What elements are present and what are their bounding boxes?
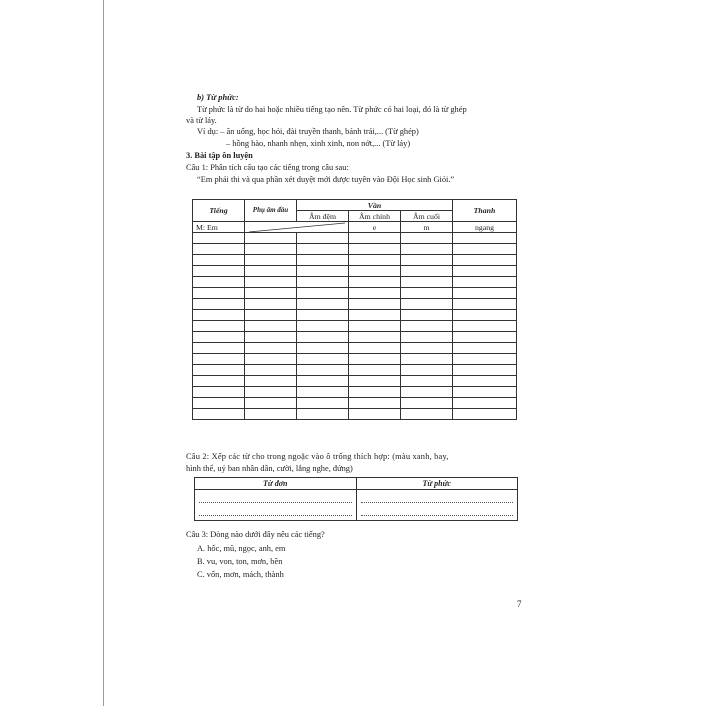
table-cell[interactable]: [245, 387, 297, 398]
table-cell[interactable]: [193, 387, 245, 398]
table-cell[interactable]: [245, 299, 297, 310]
table-cell[interactable]: [193, 332, 245, 343]
table-cell[interactable]: [193, 233, 245, 244]
table-row: [193, 266, 517, 277]
table-cell[interactable]: [401, 288, 453, 299]
table-cell[interactable]: [453, 244, 517, 255]
table-cell[interactable]: [193, 376, 245, 387]
table-cell[interactable]: [453, 343, 517, 354]
q3-option-b: B. vu, von, ton, mơn, bền: [197, 557, 283, 566]
table-cell[interactable]: [297, 376, 349, 387]
table-cell[interactable]: [193, 354, 245, 365]
example-diagonal-cell: [245, 222, 349, 233]
table-cell[interactable]: [453, 409, 517, 420]
section-b-heading: b) Từ phức:: [197, 93, 239, 102]
header-am-cuoi: Âm cuối: [401, 211, 453, 222]
blank-rows: [193, 233, 517, 420]
table-cell[interactable]: [401, 277, 453, 288]
table-row: [193, 277, 517, 288]
table-cell[interactable]: [297, 255, 349, 266]
table-cell[interactable]: [401, 387, 453, 398]
table-cell[interactable]: [297, 354, 349, 365]
table-cell[interactable]: [245, 321, 297, 332]
table-cell[interactable]: [193, 277, 245, 288]
table-cell[interactable]: [193, 244, 245, 255]
q2-prompt-line2: hình thể, uỷ ban nhân dân, cười, lắng nghe, đứng): [186, 464, 353, 473]
header-tu-don: Từ đơn: [195, 478, 357, 490]
section-b-line2: và từ láy.: [186, 116, 217, 125]
table-cell[interactable]: [245, 244, 297, 255]
table-row: [193, 398, 517, 409]
header-am-chinh: Âm chính: [349, 211, 401, 222]
table-cell[interactable]: [245, 310, 297, 321]
q3-prompt: Câu 3: Dòng nào dưới đây nêu các tiếng?: [186, 530, 325, 539]
tu-don-answer-area[interactable]: [195, 490, 357, 521]
header-van: Vần: [297, 200, 453, 211]
table-cell[interactable]: [453, 321, 517, 332]
table-cell[interactable]: [453, 277, 517, 288]
example-tieng: M: Em: [193, 222, 245, 233]
table-cell[interactable]: [193, 310, 245, 321]
table-cell[interactable]: [193, 343, 245, 354]
table-cell[interactable]: [245, 233, 297, 244]
table-cell[interactable]: [453, 299, 517, 310]
table-cell[interactable]: [297, 365, 349, 376]
table-cell[interactable]: [453, 387, 517, 398]
table-cell[interactable]: [349, 343, 401, 354]
table-cell[interactable]: [297, 409, 349, 420]
table-row: [193, 387, 517, 398]
header-thanh: Thanh: [453, 200, 517, 222]
table-cell[interactable]: [453, 376, 517, 387]
page-number: 7: [517, 599, 522, 609]
table-cell[interactable]: [349, 354, 401, 365]
table-cell[interactable]: [349, 233, 401, 244]
table-row: [193, 376, 517, 387]
table-cell[interactable]: [245, 376, 297, 387]
table-cell[interactable]: [401, 365, 453, 376]
example-reduplicative: – hồng hào, nhanh nhẹn, xinh xinh, non nớt,... (Từ láy): [226, 139, 411, 148]
table-cell[interactable]: [401, 266, 453, 277]
table-cell[interactable]: [349, 299, 401, 310]
word-sort-table: [194, 477, 518, 521]
table-cell[interactable]: [245, 255, 297, 266]
table-cell[interactable]: [245, 409, 297, 420]
table-row: [193, 321, 517, 332]
table-cell[interactable]: [297, 387, 349, 398]
table-row: [193, 233, 517, 244]
table-cell[interactable]: [401, 398, 453, 409]
header-am-dem: Âm đệm: [297, 211, 349, 222]
example-thanh: ngang: [453, 222, 517, 233]
table-cell[interactable]: [193, 288, 245, 299]
table-cell[interactable]: [401, 299, 453, 310]
table-cell[interactable]: [245, 277, 297, 288]
table-cell[interactable]: [193, 299, 245, 310]
table-cell[interactable]: [401, 233, 453, 244]
section-b-line1: Từ phức là từ do hai hoặc nhiều tiếng tạo nên. Từ phức có hai loại, đó là từ ghép: [197, 105, 467, 114]
table-cell[interactable]: [401, 321, 453, 332]
exercise-heading: 3. Bài tập ôn luyện: [186, 151, 253, 160]
table-row: [193, 354, 517, 365]
table-cell[interactable]: [297, 343, 349, 354]
table-cell[interactable]: [349, 409, 401, 420]
table-cell[interactable]: [193, 321, 245, 332]
table-cell[interactable]: [401, 255, 453, 266]
table-cell[interactable]: [245, 398, 297, 409]
table-row: [193, 332, 517, 343]
table-cell[interactable]: [349, 244, 401, 255]
table-cell[interactable]: [453, 233, 517, 244]
table-cell[interactable]: [453, 255, 517, 266]
q1-sentence: “Em phải thi và qua phần xét duyệt mới được tuyên vào Đội Học sinh Giỏi.”: [197, 175, 455, 184]
header-tieng: Tiếng: [193, 200, 245, 222]
book-spine-line: [103, 0, 104, 706]
table-cell[interactable]: [245, 365, 297, 376]
syllable-analysis-table: [192, 199, 517, 420]
q3-option-c: C. vốn, mơn, mách, thành: [197, 570, 284, 579]
table-row: [193, 310, 517, 321]
table-cell[interactable]: [349, 321, 401, 332]
table-cell[interactable]: [401, 376, 453, 387]
diagonal-slash: [245, 222, 349, 233]
table-cell[interactable]: [453, 354, 517, 365]
table-cell[interactable]: [193, 255, 245, 266]
example-compound: Ví dụ: – ăn uống, học hỏi, đài truyền thanh, bánh trái,... (Từ ghép): [197, 127, 419, 136]
table-cell[interactable]: [245, 332, 297, 343]
table-cell[interactable]: [453, 266, 517, 277]
table-cell[interactable]: [401, 409, 453, 420]
table-row: [193, 299, 517, 310]
table-cell[interactable]: [193, 365, 245, 376]
table-cell[interactable]: [349, 288, 401, 299]
q3-option-a: A. hốc, mũ, ngọc, anh, em: [197, 544, 286, 553]
table-cell[interactable]: [297, 398, 349, 409]
table-cell[interactable]: [297, 332, 349, 343]
example-am-chinh: e: [349, 222, 401, 233]
table-cell[interactable]: [349, 310, 401, 321]
table-cell[interactable]: [193, 398, 245, 409]
q2-prompt-line1: Câu 2: Xếp các từ cho trong ngoặc vào ô trống thích hợp: (màu xanh, bay,: [186, 452, 449, 461]
table-cell[interactable]: [349, 277, 401, 288]
example-am-cuoi: m: [401, 222, 453, 233]
table-cell[interactable]: [401, 332, 453, 343]
table-cell[interactable]: [245, 343, 297, 354]
table-cell[interactable]: [453, 365, 517, 376]
tu-phuc-answer-area[interactable]: [356, 490, 518, 521]
table-cell[interactable]: [401, 244, 453, 255]
table-cell[interactable]: [349, 398, 401, 409]
table-cell[interactable]: [401, 343, 453, 354]
table-cell[interactable]: [349, 387, 401, 398]
table-cell[interactable]: [453, 288, 517, 299]
table-cell[interactable]: [193, 409, 245, 420]
table-row: [193, 365, 517, 376]
table-cell[interactable]: [453, 398, 517, 409]
table-row: [193, 409, 517, 420]
header-phu-am-dau: Phụ âm đầu: [245, 200, 297, 222]
table-row: [193, 343, 517, 354]
table-row: [193, 288, 517, 299]
table-cell[interactable]: [297, 310, 349, 321]
table-cell[interactable]: [349, 255, 401, 266]
example-row: [193, 222, 517, 233]
table-cell[interactable]: [401, 354, 453, 365]
table-cell[interactable]: [297, 288, 349, 299]
q1-prompt: Câu 1: Phân tích cấu tạo các tiếng trong câu sau:: [186, 163, 349, 172]
table-cell[interactable]: [297, 266, 349, 277]
table-cell[interactable]: [297, 321, 349, 332]
table-cell[interactable]: [453, 332, 517, 343]
table-cell[interactable]: [297, 244, 349, 255]
header-tu-phuc: Từ phức: [356, 478, 518, 490]
table-cell[interactable]: [349, 365, 401, 376]
table-row: [193, 255, 517, 266]
table-cell[interactable]: [297, 233, 349, 244]
table-cell[interactable]: [349, 332, 401, 343]
table-cell[interactable]: [245, 266, 297, 277]
table-cell[interactable]: [297, 299, 349, 310]
table-cell[interactable]: [245, 288, 297, 299]
table-cell[interactable]: [245, 354, 297, 365]
table-cell[interactable]: [297, 277, 349, 288]
table-row: [193, 244, 517, 255]
table-cell[interactable]: [453, 310, 517, 321]
table-cell[interactable]: [349, 376, 401, 387]
table-cell[interactable]: [349, 266, 401, 277]
table-cell[interactable]: [401, 310, 453, 321]
table-cell[interactable]: [193, 266, 245, 277]
